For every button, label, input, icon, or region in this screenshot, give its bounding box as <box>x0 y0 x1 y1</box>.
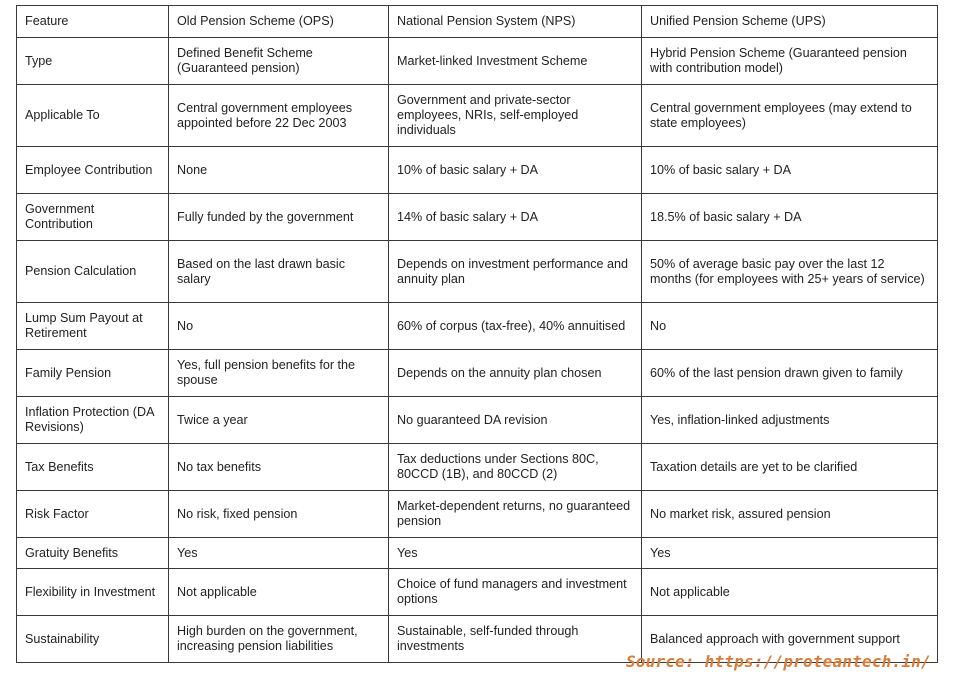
source-credit: Source: https://proteantech.in/ <box>626 652 931 671</box>
cell-nps: No guaranteed DA revision <box>389 397 642 444</box>
cell-feature: Pension Calculation <box>17 241 169 303</box>
header-nps: National Pension System (NPS) <box>389 6 642 38</box>
table-row <box>17 538 938 569</box>
cell-ups: Yes, inflation-linked adjustments <box>642 397 938 444</box>
cell-ups: 50% of average basic pay over the last 12 months (for employees with 25+ years of service) <box>642 241 938 303</box>
cell-nps: Depends on the annuity plan chosen <box>389 350 642 397</box>
table-row <box>17 350 938 397</box>
cell-ops: No tax benefits <box>169 444 389 491</box>
table-row <box>17 491 938 538</box>
table-row <box>17 444 938 491</box>
cell-feature: Tax Benefits <box>17 444 169 491</box>
comparison-table-container <box>16 5 937 663</box>
cell-ops: Twice a year <box>169 397 389 444</box>
cell-nps: Market-linked Investment Scheme <box>389 38 642 85</box>
cell-feature: Family Pension <box>17 350 169 397</box>
cell-feature: Risk Factor <box>17 491 169 538</box>
cell-feature: Type <box>17 38 169 85</box>
cell-nps: Depends on investment performance and annuity plan <box>389 241 642 303</box>
cell-nps: Yes <box>389 538 642 569</box>
cell-nps: 10% of basic salary + DA <box>389 147 642 194</box>
table-row <box>17 569 938 616</box>
table-row <box>17 397 938 444</box>
cell-nps: Tax deductions under Sections 80C, 80CCD (1B), and 80CCD (2) <box>389 444 642 491</box>
cell-feature: Inflation Protection (DA Revisions) <box>17 397 169 444</box>
cell-nps: Market-dependent returns, no guaranteed pension <box>389 491 642 538</box>
cell-ups: No market risk, assured pension <box>642 491 938 538</box>
cell-ops: Not applicable <box>169 569 389 616</box>
header-ups: Unified Pension Scheme (UPS) <box>642 6 938 38</box>
cell-nps: 60% of corpus (tax-free), 40% annuitised <box>389 303 642 350</box>
table-row <box>17 147 938 194</box>
cell-ops: Central government employees appointed before 22 Dec 2003 <box>169 85 389 147</box>
cell-ups: Balanced approach with government support <box>642 616 938 663</box>
cell-ops: Based on the last drawn basic salary <box>169 241 389 303</box>
table-body <box>17 38 938 663</box>
table-row <box>17 241 938 303</box>
cell-ups: Not applicable <box>642 569 938 616</box>
cell-ops: None <box>169 147 389 194</box>
table-row <box>17 38 938 85</box>
cell-feature: Gratuity Benefits <box>17 538 169 569</box>
cell-ops: Yes, full pension benefits for the spouse <box>169 350 389 397</box>
cell-ups: Taxation details are yet to be clarified <box>642 444 938 491</box>
cell-ops: Fully funded by the government <box>169 194 389 241</box>
cell-ops: No <box>169 303 389 350</box>
cell-ups: Central government employees (may extend to state employees) <box>642 85 938 147</box>
cell-nps: Government and private-sector employees, NRIs, self-employed individuals <box>389 85 642 147</box>
cell-ups: 60% of the last pension drawn given to family <box>642 350 938 397</box>
cell-ops: Yes <box>169 538 389 569</box>
table-row <box>17 194 938 241</box>
table-row <box>17 303 938 350</box>
header-row <box>17 6 938 38</box>
cell-feature: Sustainability <box>17 616 169 663</box>
cell-ops: No risk, fixed pension <box>169 491 389 538</box>
header-feature: Feature <box>17 6 169 38</box>
pension-comparison-table <box>16 5 938 663</box>
cell-ups: No <box>642 303 938 350</box>
cell-nps: Choice of fund managers and investment options <box>389 569 642 616</box>
cell-ups: 10% of basic salary + DA <box>642 147 938 194</box>
cell-feature: Employee Contribution <box>17 147 169 194</box>
cell-feature: Lump Sum Payout at Retirement <box>17 303 169 350</box>
cell-ups: Yes <box>642 538 938 569</box>
table-row <box>17 85 938 147</box>
header-ops: Old Pension Scheme (OPS) <box>169 6 389 38</box>
cell-ops: High burden on the government, increasing pension liabilities <box>169 616 389 663</box>
cell-feature: Government Contribution <box>17 194 169 241</box>
cell-ups: 18.5% of basic salary + DA <box>642 194 938 241</box>
cell-feature: Flexibility in Investment <box>17 569 169 616</box>
cell-ups: Hybrid Pension Scheme (Guaranteed pension with contribution model) <box>642 38 938 85</box>
cell-nps: Sustainable, self-funded through investments <box>389 616 642 663</box>
cell-nps: 14% of basic salary + DA <box>389 194 642 241</box>
cell-ops: Defined Benefit Scheme (Guaranteed pension) <box>169 38 389 85</box>
cell-feature: Applicable To <box>17 85 169 147</box>
